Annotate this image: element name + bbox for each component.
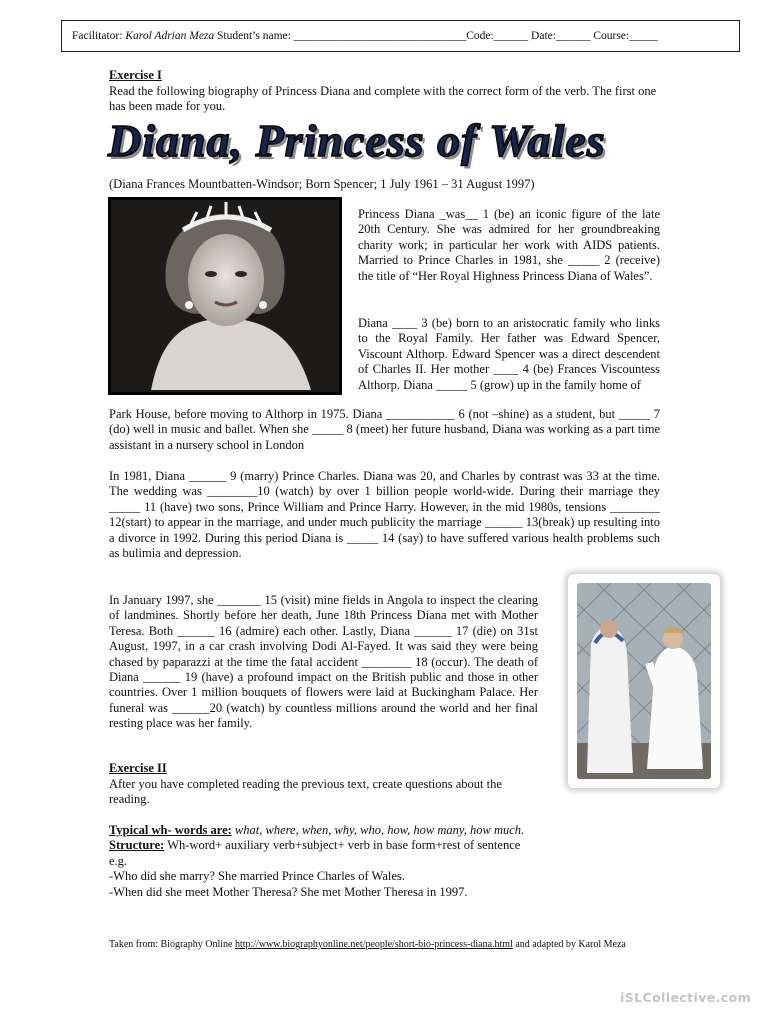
exercise1-title: Exercise I: [109, 68, 162, 82]
facilitator-name: Karol Adrian Meza: [125, 30, 215, 42]
structure-line: [109, 838, 520, 853]
example-eg: e.g.: [109, 854, 128, 868]
example-line-1: -Who did she marry? She married Prince Charles of Wales.: [109, 869, 405, 883]
wh-words-line: [109, 823, 524, 838]
meeting-illustration: [577, 583, 711, 779]
diana-mother-teresa-photo: [568, 574, 720, 788]
paragraph-2b: Park House, before moving to Althorp in 1975. Diana ___________ 6 (not –shine) as a student, but _____ 7 (do) well in music and ballet. When she _____ 8 (meet) her future husband, Diana was working as a part time assistant in a nursery school in London: [109, 407, 660, 452]
paragraph-4: In January 1997, she _______ 15 (visit) mine fields in Angola to inspect the clearing of landmines. Shortly before her death, June 18th Princess Diana met with Mother Teresa. Both ______ 16 (admire) each other. Lastly, Diana ______ 17 (die) on 31st August, 1997, in a car crash involving Dodi Al-Fayed. It was said they were being chased by paparazzi at the time the fatal accident ________ 18 (occur). The death of Diana ______ 19 (have) a profound impact on the British public and those in other countries. Over 1 million bouquets of flowers were laid at Buckingham Palace. Her funeral was ______20 (watch) by countless millions around the world and her final resting place was her family.: [109, 593, 538, 731]
wh-words-label: Typical wh- words are:: [109, 823, 232, 837]
example-line-2: -When did she meet Mother Theresa? She met Mother Theresa in 1997.: [109, 885, 468, 899]
student-fields: Student’s name: ______________________________Code:______ Date:______ Course:_____: [217, 30, 658, 42]
source-link[interactable]: http://www.biographyonline.net/people/short-bio-princess-diana.html: [234, 939, 513, 950]
source-prefix: Taken from: Biography Online: [109, 939, 235, 950]
exercise2-instructions: After you have completed reading the previous text, create questions about the reading.: [109, 777, 502, 807]
header-line: [72, 29, 658, 44]
paragraph-2a: Diana ____ 3 (be) born to an aristocratic family who links to the Royal Family. Her father was Edward Spencer, Viscount Althorp. Edward Spencer was a direct descendent of Charles II. Her mother ____ 4 (be) Frances Viscountess Althorp. Diana _____ 5 (grow) up in the family home of: [358, 316, 660, 392]
source-suffix: and adapted by Karol Meza: [512, 939, 626, 950]
main-title: Diana, Princess of Wales: [108, 115, 606, 166]
diana-portrait-photo: [108, 197, 342, 395]
exercise2-title: Exercise II: [109, 761, 167, 775]
facilitator-label: Facilitator:: [72, 30, 123, 42]
subtitle: (Diana Frances Mountbatten-Windsor; Born Spencer; 1 July 1961 – 31 August 1997): [109, 177, 535, 191]
source-note: [109, 939, 659, 951]
exercise1-instructions: Read the following biography of Princess Diana and complete with the correct form of the verb. The first one has been made for you.: [109, 84, 657, 114]
structure-text: Wh-word+ auxiliary verb+subject+ verb in base form+rest of sentence: [167, 838, 521, 852]
paragraph-3: In 1981, Diana ______ 9 (marry) Prince Charles. Diana was 20, and Charles by contrast was 33 at the time. The wedding was ________10 (watch) by over 1 billion people world-wide. During their marriage they _____ 11 (have) two sons, Prince William and Prince Harry. However, in the mid 1980s, tensions ________ 12(start) to appear in the marriage, and under much publicity the marriage ______ 13(break) up resulting into a divorce in 1992. During this period Diana is _____ 14 (say) to have suffered various health problems such as bulimia and depression.: [109, 469, 660, 561]
wh-words-list: what, where, when, why, who, how, how many, how much.: [234, 823, 525, 837]
structure-label: Structure:: [109, 838, 165, 852]
header-box: [61, 20, 740, 52]
watermark: iSLCollective.com: [620, 990, 751, 1005]
portrait-illustration: [111, 200, 339, 392]
paragraph-1: Princess Diana _was__ 1 (be) an iconic figure of the late 20th Century. She was admired for her groundbreaking charity work; in particular her work with AIDS patients. Married to Prince Charles in 1981, she _____ 2 (receive) the title of “Her Royal Highness Princess Diana of Wales”.: [358, 207, 660, 283]
